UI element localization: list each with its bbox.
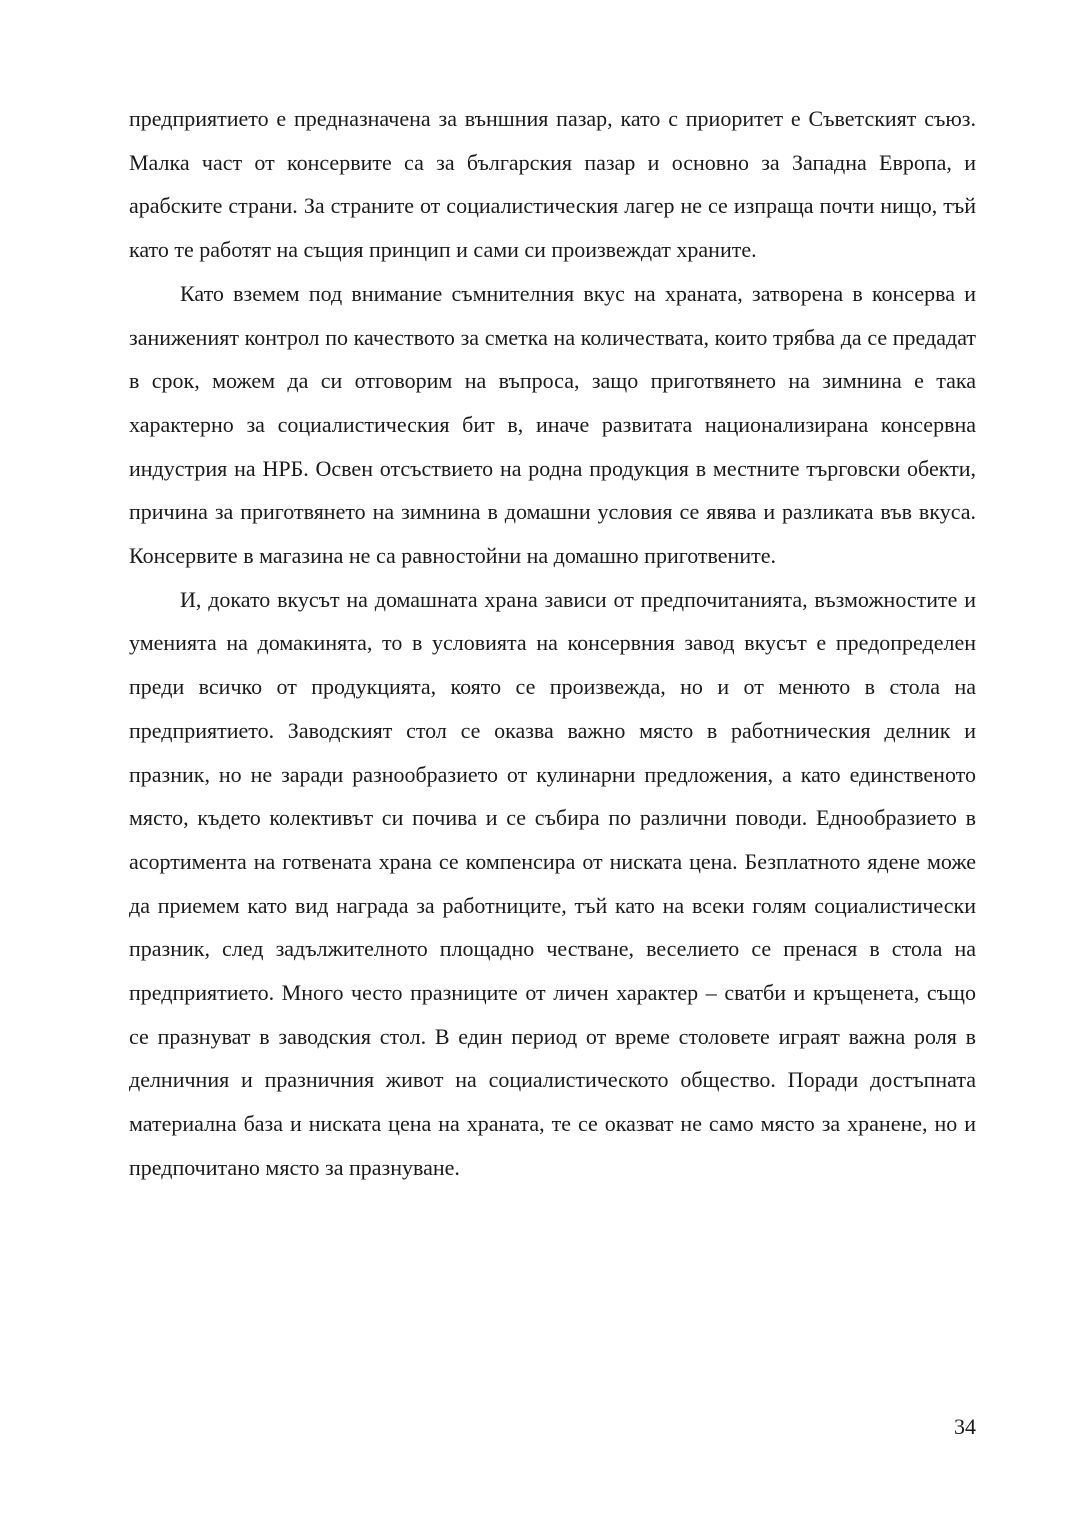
page-number: 34 — [954, 1414, 976, 1439]
paragraph-continued: предприятието е предназначена за външния пазар, като с приоритет е Съветският съюз. Малка част от консервите са за българския пазар и основно за Западна Европа, и арабските страни. За страните от социалистическия лагер не се изпраща почти нищо, тъй като те работят на същия принцип и сами си произвеждат храните. — [129, 106, 976, 263]
paragraph: Като вземем под внимание съмнителния вкус на храната, затворена в консерва и заниженият контрол по качеството за сметка на количествата, които трябва да се предадат в срок, можем да си отговорим на въпроса, защо приготвянето на зимнина е така характерно за социалистическия бит в, иначе развитата национализирана консервна индустрия на НРБ. Освен отсъствието на родна продукция в местните търговски обекти, причина за приготвянето на зимнина в домашни условия се явява и разликата във вкуса. Консервите в магазина не са равностойни на домашно приготвените. — [129, 280, 976, 569]
paragraph: И, докато вкусът на домашната храна зависи от предпочитанията, възможностите и уменията на домакинята, то в условията на консервния завод вкусът е предопределен преди всичко от продукцията, която се произвежда, но и от менюто в стола на предприятието. Заводският стол се оказва важно място в работническия делник и празник, но не заради разнообразието от кулинарни предложения, а като единственото място, където колективът си почива и се събира по различни поводи. Еднообразието в асортимента на готвената храна се компенсира от ниската цена. Безплатното ядене може да приемем като вид награда за работниците, тъй като на всеки голям социалистически празник, след задължителното площадно честване, веселието се пренася в стола на предприятието. Много често празниците от личен характер – сватби и кръщенета, също се празнуват в заводския стол. В един период от време столовете играят важна роля в делничния и празничния живот на социалистическото общество. Поради достъпната материална база и ниската цена на храната, те се оказват не само място за хранене, но и предпочитано място за празнуване. — [129, 586, 976, 1180]
body-text — [129, 97, 976, 1190]
